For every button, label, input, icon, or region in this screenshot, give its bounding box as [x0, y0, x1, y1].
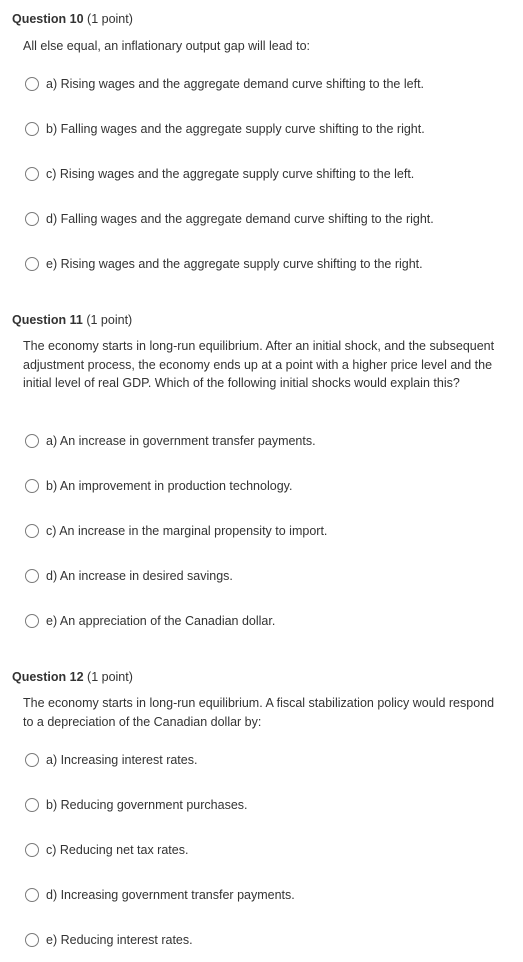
question-text: The economy starts in long-run equilibrium. After an initial shock, and the subsequent adjustment process, the economy ends up at a point with a higher price level and the initial level of real GDP. Which of the following initial shocks would explain this? [23, 339, 495, 390]
question-header [12, 12, 133, 26]
option-d[interactable] [25, 209, 434, 229]
radio-button[interactable] [25, 843, 39, 857]
question-text: The economy starts in long-run equilibrium. A fiscal stabilization policy would respond to a depreciation of the Canadian dollar by: [23, 696, 495, 729]
option-label: c) Rising wages and the aggregate supply curve shifting to the left. [46, 167, 415, 181]
radio-button[interactable] [25, 434, 39, 448]
option-a[interactable] [25, 750, 197, 770]
option-c[interactable] [25, 521, 327, 541]
option-d[interactable] [25, 566, 233, 586]
question-header [12, 670, 133, 684]
radio-button[interactable] [25, 888, 39, 902]
radio-button[interactable] [25, 77, 39, 91]
question-points: (1 point) [86, 313, 133, 327]
question-title: Question 11 [12, 313, 83, 327]
question-title: Question 10 [12, 12, 84, 26]
option-label: c) Reducing net tax rates. [46, 843, 189, 857]
radio-button[interactable] [25, 614, 39, 628]
radio-button[interactable] [25, 933, 39, 947]
option-a[interactable] [25, 74, 424, 94]
question-header [12, 313, 132, 327]
radio-button[interactable] [25, 753, 39, 767]
option-label: d) Increasing government transfer payments. [46, 888, 295, 902]
option-c[interactable] [25, 840, 188, 860]
option-label: e) Reducing interest rates. [46, 933, 193, 947]
question-title: Question 12 [12, 670, 84, 684]
option-b[interactable] [25, 119, 425, 139]
radio-button[interactable] [25, 569, 39, 583]
radio-button[interactable] [25, 257, 39, 271]
option-label: b) An improvement in production technology. [46, 479, 293, 493]
option-label: a) Rising wages and the aggregate demand curve shifting to the left. [46, 77, 425, 91]
question-points: (1 point) [87, 12, 133, 26]
option-label: b) Falling wages and the aggregate supply curve shifting to the right. [46, 122, 425, 136]
option-label: b) Reducing government purchases. [46, 798, 248, 812]
option-label: d) An increase in desired savings. [46, 569, 233, 583]
radio-button[interactable] [25, 122, 39, 136]
radio-button[interactable] [25, 524, 39, 538]
option-label: e) Rising wages and the aggregate supply curve shifting to the right. [46, 257, 423, 271]
option-e[interactable] [25, 611, 275, 631]
radio-button[interactable] [25, 212, 39, 226]
option-e[interactable] [25, 930, 193, 950]
option-d[interactable] [25, 885, 295, 905]
option-c[interactable] [25, 164, 414, 184]
option-e[interactable] [25, 254, 423, 274]
option-b[interactable] [25, 476, 292, 496]
option-label: d) Falling wages and the aggregate demand curve shifting to the right. [46, 212, 434, 226]
question-points: (1 point) [87, 670, 133, 684]
option-label: e) An appreciation of the Canadian dollar. [46, 614, 276, 628]
option-b[interactable] [25, 795, 248, 815]
question-text: All else equal, an inflationary output gap will lead to: [23, 39, 310, 53]
option-label: a) An increase in government transfer payments. [46, 434, 316, 448]
option-label: c) An increase in the marginal propensity to import. [46, 524, 328, 538]
option-a[interactable] [25, 431, 316, 451]
radio-button[interactable] [25, 798, 39, 812]
radio-button[interactable] [25, 167, 39, 181]
radio-button[interactable] [25, 479, 39, 493]
option-label: a) Increasing interest rates. [46, 753, 198, 767]
